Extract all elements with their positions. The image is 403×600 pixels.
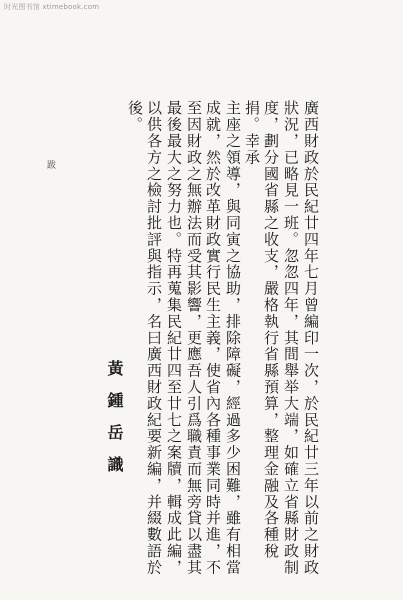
text-column-10: 後。 bbox=[126, 100, 144, 133]
text-column-9: 以供各方之檢討批評與指示，名曰廣西財政紀要新編，并綴數語於 bbox=[145, 100, 163, 576]
text-column-7: 至因財政之無辦法而受其影響，更應吾人引爲職責而無旁貸以盡其 bbox=[185, 100, 203, 576]
text-column-2: 狀況，已略見一班。忽忽四年，其間舉举大端，如確立省縣財政制 bbox=[282, 100, 300, 576]
text-column-4: 捐。幸承 bbox=[243, 100, 261, 166]
postscript-mark: 跋 bbox=[45, 160, 55, 169]
text-column-3: 度，劃分國省縣之收支，嚴格執行省縣預算，整理金融及各種稅 bbox=[262, 100, 280, 560]
text-column-1: 廣西財政於民紀廿四年七月曾編印一次，於民紀廿三年以前之財政 bbox=[302, 100, 320, 576]
author-signature: 黃鍾岳識 bbox=[105, 360, 124, 488]
watermark: 时光图书馆 xtimebook.com bbox=[4, 3, 100, 11]
text-column-6: 成就，然於改革財政實行民生主義，使省內各種事業同時并進，不 bbox=[204, 100, 222, 576]
text-column-8: 最後最大之努力也。特再蒐集民紀廿四至廿七之案牘，輯成此編， bbox=[165, 100, 183, 576]
text-column-5: 主座之領導，與同寅之協助，排除障礙，經過多少困難，雖有相當 bbox=[224, 100, 242, 576]
